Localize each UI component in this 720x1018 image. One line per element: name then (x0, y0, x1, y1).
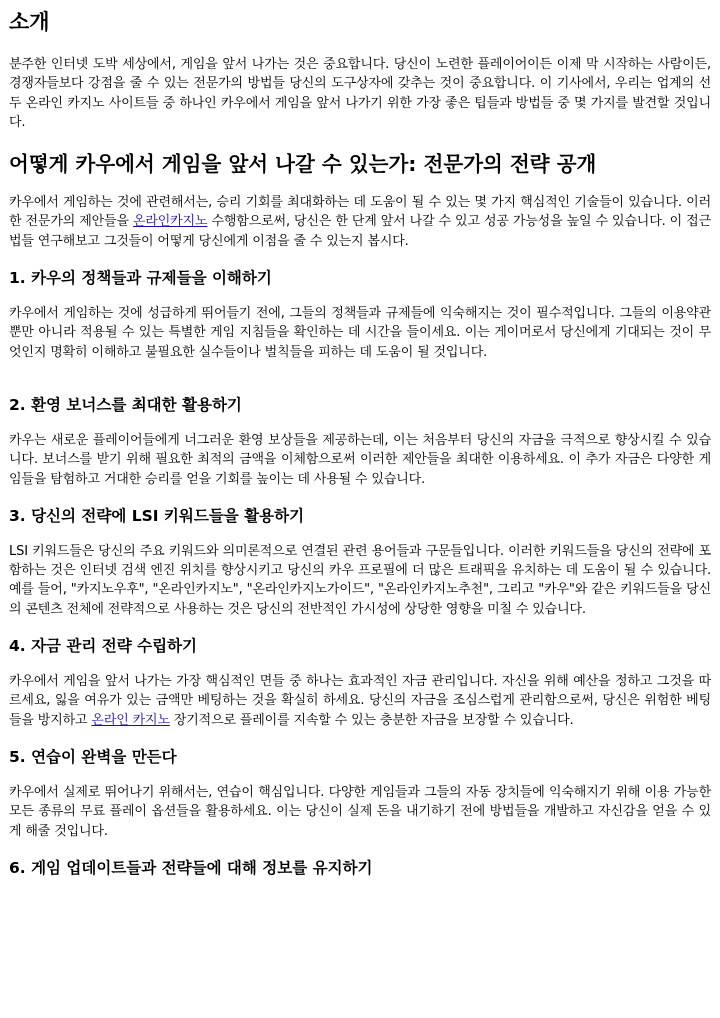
section-4-paragraph (9, 672, 711, 730)
section-5-paragraph: 카우에서 실제로 뛰어나기 위해서는, 연습이 핵심입니다. 다양한 게임들과 그들의 자동 장치들에 익숙해지기 위해 이용 가능한 모든 종류의 무료 플레이 옵션들을 활용하세요. 이는 당신이 실제 돈을 내기하기 전에 방법들을 개발하고 자신감을 얻을 수 있게 해줄 것입니다. (9, 784, 711, 839)
section-2-heading: 2. 환영 보너스를 최대한 활용하기 (9, 395, 242, 414)
section-4-heading: 4. 자금 관리 전략 수립하기 (9, 637, 197, 656)
section-1-heading: 1. 카우의 정책들과 규제들을 이해하기 (9, 269, 272, 288)
intro-paragraph: 분주한 인터넷 도박 세상에서, 게임을 앞서 나가는 것은 중요합니다. 당신이 노련한 플레이어이든 이제 막 시작하는 사람이든, 경쟁자들보다 강점을 줄 수 있는 전문가의 방법들 당신의 도구상자에 갖추는 것이 중요합니다. 이 기사에서, 우리는 업계의 선두 온라인 카지노 사이트들 중 하나인 카우에서 게임을 앞서 나가기 위한 가장 좋은 팁들과 방법들 중 몇 가지를 발견할 것입니다. (9, 57, 711, 130)
main-paragraph-text-end: 수행함으로써, 당신은 한 단계 앞서 나갈 수 있고 성공 가능성을 높일 수 있습니다. 이 접근법들 연구해보고 그것들이 어떻게 당신에게 이점을 줄 수 있는지 봅시다. (9, 214, 712, 249)
main-heading: 어떻게 카우에서 게임을 앞서 나갈 수 있는가: 전문가의 전략 공개 (9, 152, 597, 177)
intro-heading: 소개 (9, 10, 50, 34)
section-3-heading: 3. 당신의 전략에 LSI 키워드들을 활용하기 (9, 506, 305, 525)
section-6-heading: 6. 게임 업데이트들과 전략들에 대해 정보를 유지하기 (9, 858, 373, 877)
section-4-text-start: 카우에서 게임을 앞서 나가는 가장 핵심적인 면들 중 하나는 효과적인 자금 관리입니다. 자신을 위해 예산을 정하고 그것을 따르세요, 잃을 여유가 있는 금액만 베팅하는 것을 확실히 하세요. 당신의 자금을 조심스럽게 관리함으로써, 당신은 위험한 베팅들을 방지하고 (9, 674, 711, 728)
section-5-heading: 5. 연습이 완벽을 만든다 (9, 747, 177, 766)
main-paragraph (9, 193, 711, 251)
main-paragraph-text-start: 카우에서 게임하는 것에 관련해서는, 승리 기회를 최대화하는 데 도움이 될 수 있는 몇 가지 핵심적인 기술들이 있습니다. 이러한 전문가의 제안들을 (9, 195, 711, 230)
section-1-paragraph: 카우에서 게임하는 것에 성급하게 뛰어들기 전에, 그들의 정책들과 규제들에 익숙해지는 것이 필수적입니다. 그들의 이용약관뿐만 아니라 적용될 수 있는 특별한 게임 지침들을 확인하는 데 시간을 들이세요. 이는 게이머로서 당신에게 기대되는 것이 무엇인지 명확히 이해하고 불필요한 실수들이나 벌칙들을 피하는 데 도움이 될 것입니다. (9, 306, 711, 360)
online-casino-link-2[interactable]: 온라인 카지노 (91, 712, 170, 728)
online-casino-link[interactable]: 온라인카지노 (132, 214, 208, 230)
section-3-paragraph: LSI 키워드들은 당신의 주요 키워드와 의미론적으로 연결된 관련 용어들과 구문들입니다. 이러한 키워드들을 당신의 전략에 포함하는 것은 인터넷 검색 엔진 위치를 향상시키고 당신의 카우 프로필에 더 많은 트래픽을 유치하는 데 도움이 될 수 있습니다. 예를 들어, "카지노우후", "온라인카지노", "온라인카지노가이드", "온라인카지노추천", 그리고 "카우"와 같은 키워드들을 당신의 콘텐츠 전체에 전략적으로 사용하는 것은 당신의 전반적인 가시성에 상당한 영향을 미칠 수 있습니다. (9, 543, 711, 617)
section-2-paragraph: 카우는 새로운 플레이어들에게 너그러운 환영 보상들을 제공하는데, 이는 처음부터 당신의 자금을 극적으로 향상시킬 수 있습니다. 보너스를 받기 위해 필요한 최적의 금액을 이체함으로써 이러한 제안들을 최대한 이용하세요. 이 추가 자금은 다양한 게임들을 탐험하고 거대한 승리를 얻을 기회를 높이는 데 사용될 수 있습니다. (9, 432, 711, 487)
section-4-text-end: 장기적으로 플레이를 지속할 수 있는 충분한 자금을 보장할 수 있습니다. (169, 712, 574, 728)
